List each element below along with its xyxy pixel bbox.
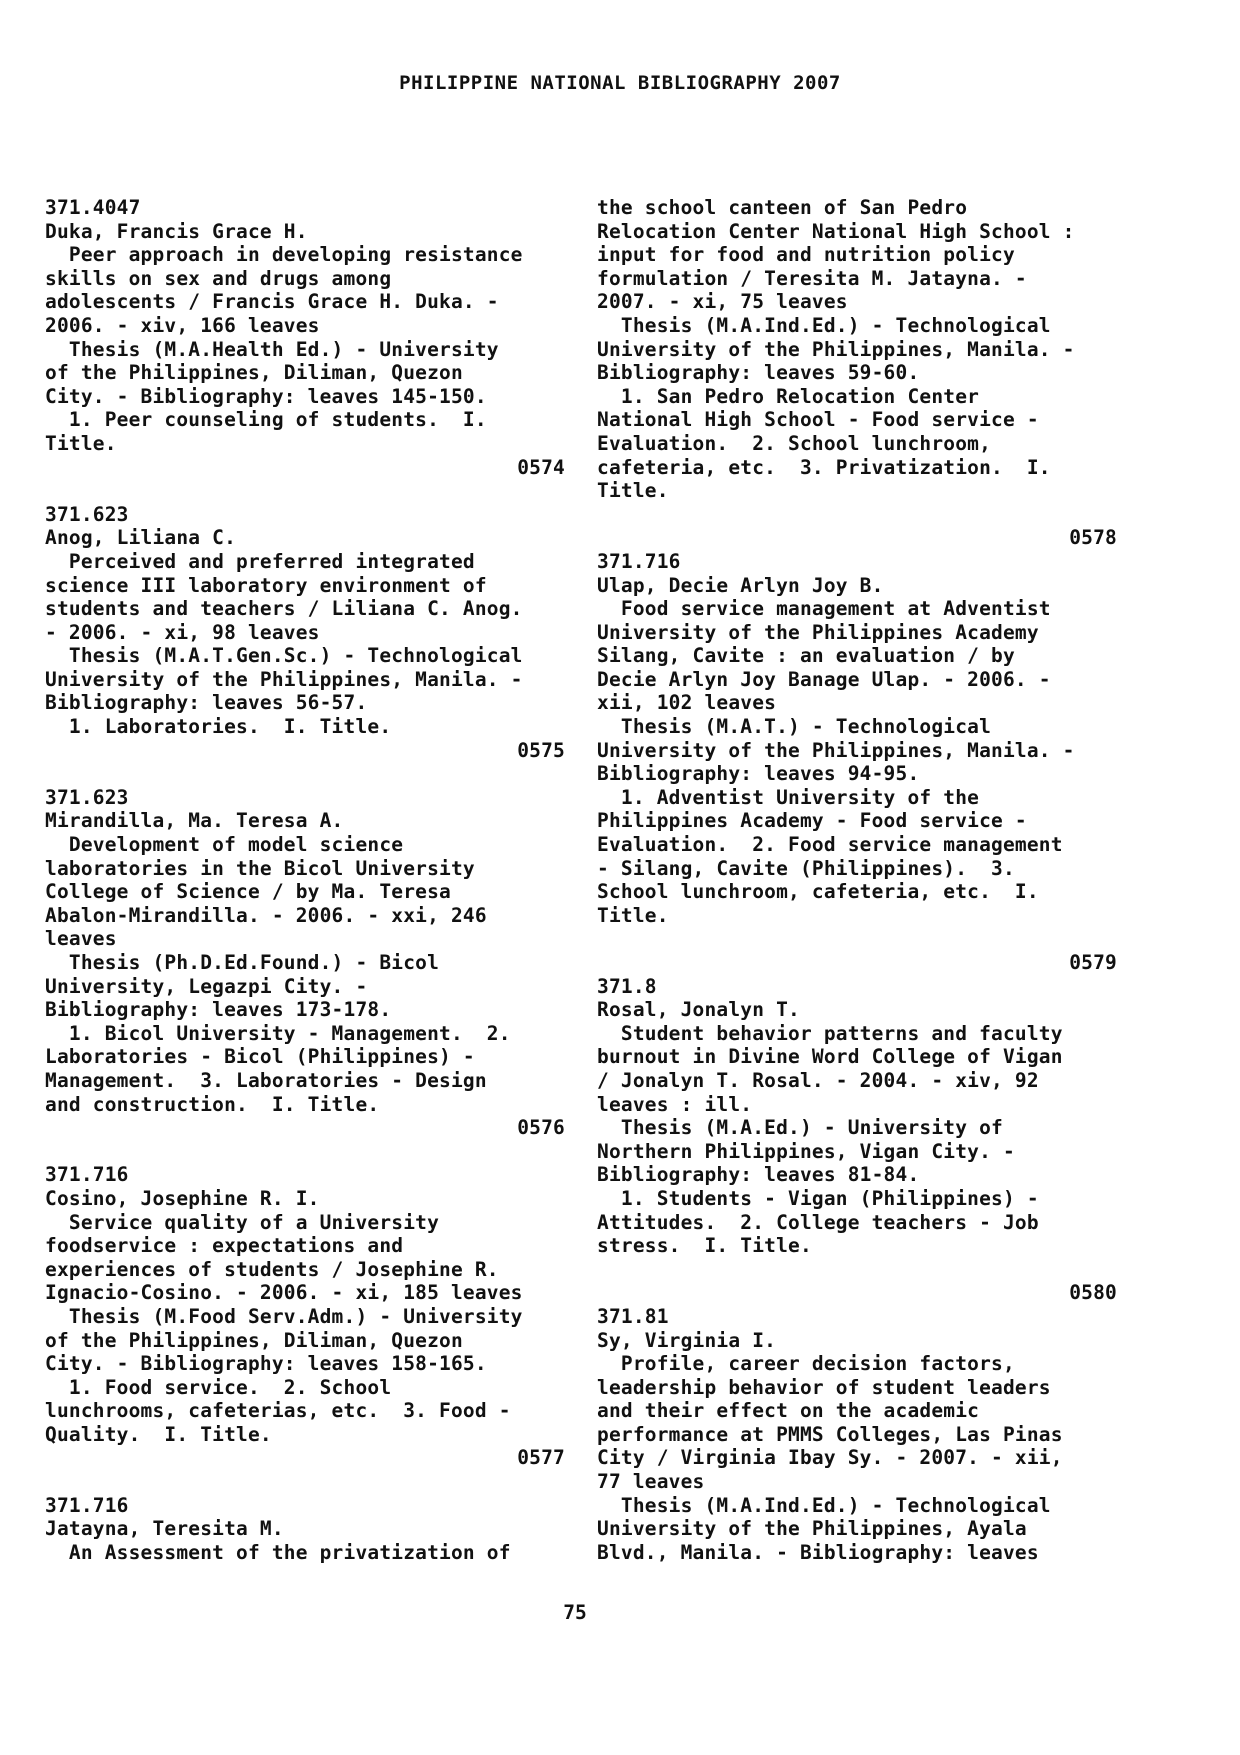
entry-line: 371.8 (597, 974, 657, 998)
entry-line: and their effect on the academic (597, 1399, 980, 1423)
entry-line: City / Virginia Ibay Sy. - 2007. - xii, (597, 1446, 1063, 1470)
entry-line: Abalon-Mirandilla. - 2006. - xxi, 246 (45, 903, 487, 927)
entry-line: - Silang, Cavite (Philippines). 3. (597, 856, 1015, 880)
entry-line: An Assessment of the privatization of (45, 1540, 511, 1564)
entry-line: 77 leaves (597, 1470, 705, 1494)
entry-line: Blvd., Manila. - Bibliography: leaves (597, 1540, 1039, 1564)
entry-line: cafeteria, etc. 3. Privatization. I. (597, 455, 1051, 479)
entry-line: burnout in Divine Word College of Vigan (597, 1045, 1063, 1069)
entry-line: Quality. I. Title. (45, 1422, 272, 1446)
entry-line: Evaluation. 2. School lunchroom, (597, 431, 992, 455)
entry-line (45, 1470, 565, 1494)
entry-line: - 2006. - xi, 98 leaves (45, 620, 320, 644)
entry-line: Decie Arlyn Joy Banage Ulap. - 2006. - (597, 667, 1051, 691)
entry-line: Thesis (M.A.Ind.Ed.) - Technological (597, 1493, 1051, 1517)
entry-line: 371.623 (45, 502, 129, 526)
accession-number: 0574 (517, 455, 565, 479)
entry-line: Thesis (M.A.Ind.Ed.) - Technological (597, 313, 1051, 337)
entry-line: laboratories in the Bicol University (45, 856, 475, 880)
entry-line: 371.4047 (45, 196, 141, 219)
entry-line: 1. Peer counseling of students. I. (45, 408, 487, 432)
entry-line: Anog, Liliana C. (45, 526, 237, 550)
entry-line: National High School - Food service - (597, 408, 1039, 432)
entry-line: Student behavior patterns and faculty (597, 1021, 1063, 1045)
entry-line: University of the Philippines, Manila. - (597, 337, 1075, 361)
entry-line: Bibliography: leaves 59-60. (597, 361, 920, 385)
entry-line: 371.716 (45, 1493, 129, 1517)
entry-line: Thesis (M.A.Health Ed.) - University (45, 337, 499, 361)
page-number: 75 (563, 1601, 587, 1624)
entry-line: 371.716 (45, 1163, 129, 1187)
entry-line: 371.623 (45, 785, 129, 809)
entry-line: Profile, career decision factors, (597, 1352, 1015, 1376)
entry-line: formulation / Teresita M. Jatayna. - (597, 266, 1027, 290)
entry-line: 1. Food service. 2. School (45, 1375, 392, 1399)
entry-line: 1. San Pedro Relocation Center (597, 384, 980, 408)
entry-line: University of the Philippines, Ayala (597, 1517, 1027, 1541)
entry-line: Thesis (M.A.Ed.) - University of (597, 1116, 1003, 1140)
entry-line: xii, 102 leaves (597, 691, 777, 715)
entry-line: input for food and nutrition policy (597, 243, 1015, 267)
entry-line (597, 927, 1117, 951)
entry-line: Title. (45, 431, 117, 455)
entry-line: performance at PMMS Colleges, Las Pinas (597, 1422, 1063, 1446)
entry-line: University, Legazpi City. - (45, 974, 368, 998)
entry-line: stress. I. Title. (597, 1234, 812, 1258)
entry-line: Peer approach in developing resistance (45, 243, 523, 267)
entry-line: Title. (597, 903, 669, 927)
entry-line: Ignacio-Cosino. - 2006. - xi, 185 leaves (45, 1281, 523, 1305)
entry-line: City. - Bibliography: leaves 145-150. (45, 384, 487, 408)
entry-line (45, 762, 565, 786)
entry-line: 371.716 (597, 549, 681, 573)
entry-line: Bibliography: leaves 94-95. (597, 762, 920, 786)
entry-line: University of the Philippines, Manila. - (45, 667, 523, 691)
entry-line: 371.81 (597, 1304, 669, 1328)
entry-line: Bibliography: leaves 173-178. (45, 998, 392, 1022)
entry-line: 1. Students - Vigan (Philippines) - (597, 1186, 1039, 1210)
entry-line: and construction. I. Title. (45, 1092, 380, 1116)
entry-line: School lunchroom, cafeteria, etc. I. (597, 880, 1039, 904)
entry-line: University of the Philippines Academy (597, 620, 1039, 644)
entry-line: students and teachers / Liliana C. Anog. (45, 597, 523, 621)
entry-line: Thesis (M.Food Serv.Adm.) - University (45, 1304, 523, 1328)
entry-line: Perceived and preferred integrated (45, 549, 475, 573)
entry-line: of the Philippines, Diliman, Quezon (45, 1328, 463, 1352)
entry-line: Relocation Center National High School : (597, 219, 1075, 243)
left-column (45, 196, 565, 1564)
entry-line: leaves : ill. (597, 1092, 753, 1116)
entry-line: Northern Philippines, Vigan City. - (597, 1139, 1015, 1163)
entry-line: leaves (45, 927, 117, 951)
entry-line: Evaluation. 2. Food service management (597, 833, 1063, 857)
entry-line: Food service management at Adventist (597, 597, 1051, 621)
entry-line: Service quality of a University (45, 1210, 440, 1234)
entry-line: 1. Laboratories. I. Title. (45, 715, 392, 739)
entry-line: lunchrooms, cafeterias, etc. 3. Food - (45, 1399, 511, 1423)
accession-number: 0580 (1069, 1281, 1117, 1305)
entry-line: Attitudes. 2. College teachers - Job (597, 1210, 1039, 1234)
page-title: PHILIPPINE NATIONAL BIBLIOGRAPHY 2007 (399, 72, 841, 94)
entry-line: Bibliography: leaves 56-57. (45, 691, 368, 715)
entry-line (45, 479, 565, 503)
entry-line: 2006. - xiv, 166 leaves (45, 313, 320, 337)
right-column (597, 196, 1117, 1564)
entry-line: the school canteen of San Pedro (597, 196, 968, 219)
entry-line: Ulap, Decie Arlyn Joy B. (597, 573, 884, 597)
entry-line: Silang, Cavite : an evaluation / by (597, 644, 1015, 668)
entry-line (597, 1258, 1117, 1282)
entry-line: / Jonalyn T. Rosal. - 2004. - xiv, 92 (597, 1068, 1039, 1092)
entry-line (597, 503, 1117, 527)
entry-line: science III laboratory environment of (45, 573, 487, 597)
entry-line: Laboratories - Bicol (Philippines) - (45, 1045, 475, 1069)
entry-line: Management. 3. Laboratories - Design (45, 1068, 487, 1092)
entry-line: Cosino, Josephine R. I. (45, 1186, 320, 1210)
entry-line: of the Philippines, Diliman, Quezon (45, 361, 463, 385)
entry-line: 1. Bicol University - Management. 2. (45, 1021, 511, 1045)
entry-line: 2007. - xi, 75 leaves (597, 290, 848, 314)
entry-line: adolescents / Francis Grace H. Duka. - (45, 290, 499, 314)
entry-line: leadership behavior of student leaders (597, 1375, 1051, 1399)
entry-line: Thesis (Ph.D.Ed.Found.) - Bicol (45, 951, 440, 974)
entry-line: experiences of students / Josephine R. (45, 1257, 499, 1281)
entry-line: 1. Adventist University of the (597, 785, 980, 809)
entry-line: University of the Philippines, Manila. - (597, 738, 1075, 762)
entry-line: Thesis (M.A.T.Gen.Sc.) - Technological (45, 644, 523, 668)
entry-line: foodservice : expectations and (45, 1234, 404, 1258)
entry-line: Duka, Francis Grace H. (45, 219, 308, 243)
entry-line: Jatayna, Teresita M. (45, 1517, 284, 1541)
entry-line: Mirandilla, Ma. Teresa A. (45, 809, 344, 833)
accession-number: 0576 (517, 1116, 565, 1140)
accession-number: 0577 (517, 1446, 565, 1470)
entry-line: College of Science / by Ma. Teresa (45, 880, 451, 904)
entry-line: Philippines Academy - Food service - (597, 809, 1027, 833)
entry-line: skills on sex and drugs among (45, 266, 392, 290)
entry-line: Rosal, Jonalyn T. (597, 998, 800, 1022)
entry-line: City. - Bibliography: leaves 158-165. (45, 1352, 487, 1376)
entry-line: Sy, Virginia I. (597, 1328, 777, 1352)
entry-line: Title. (597, 479, 669, 503)
accession-number: 0578 (1069, 526, 1117, 550)
entry-line (45, 1140, 565, 1164)
accession-number: 0575 (517, 738, 565, 762)
entry-line: Thesis (M.A.T.) - Technological (597, 715, 992, 739)
entry-line: Development of model science (45, 833, 404, 857)
entry-line: Bibliography: leaves 81-84. (597, 1163, 920, 1187)
accession-number: 0579 (1069, 951, 1117, 974)
